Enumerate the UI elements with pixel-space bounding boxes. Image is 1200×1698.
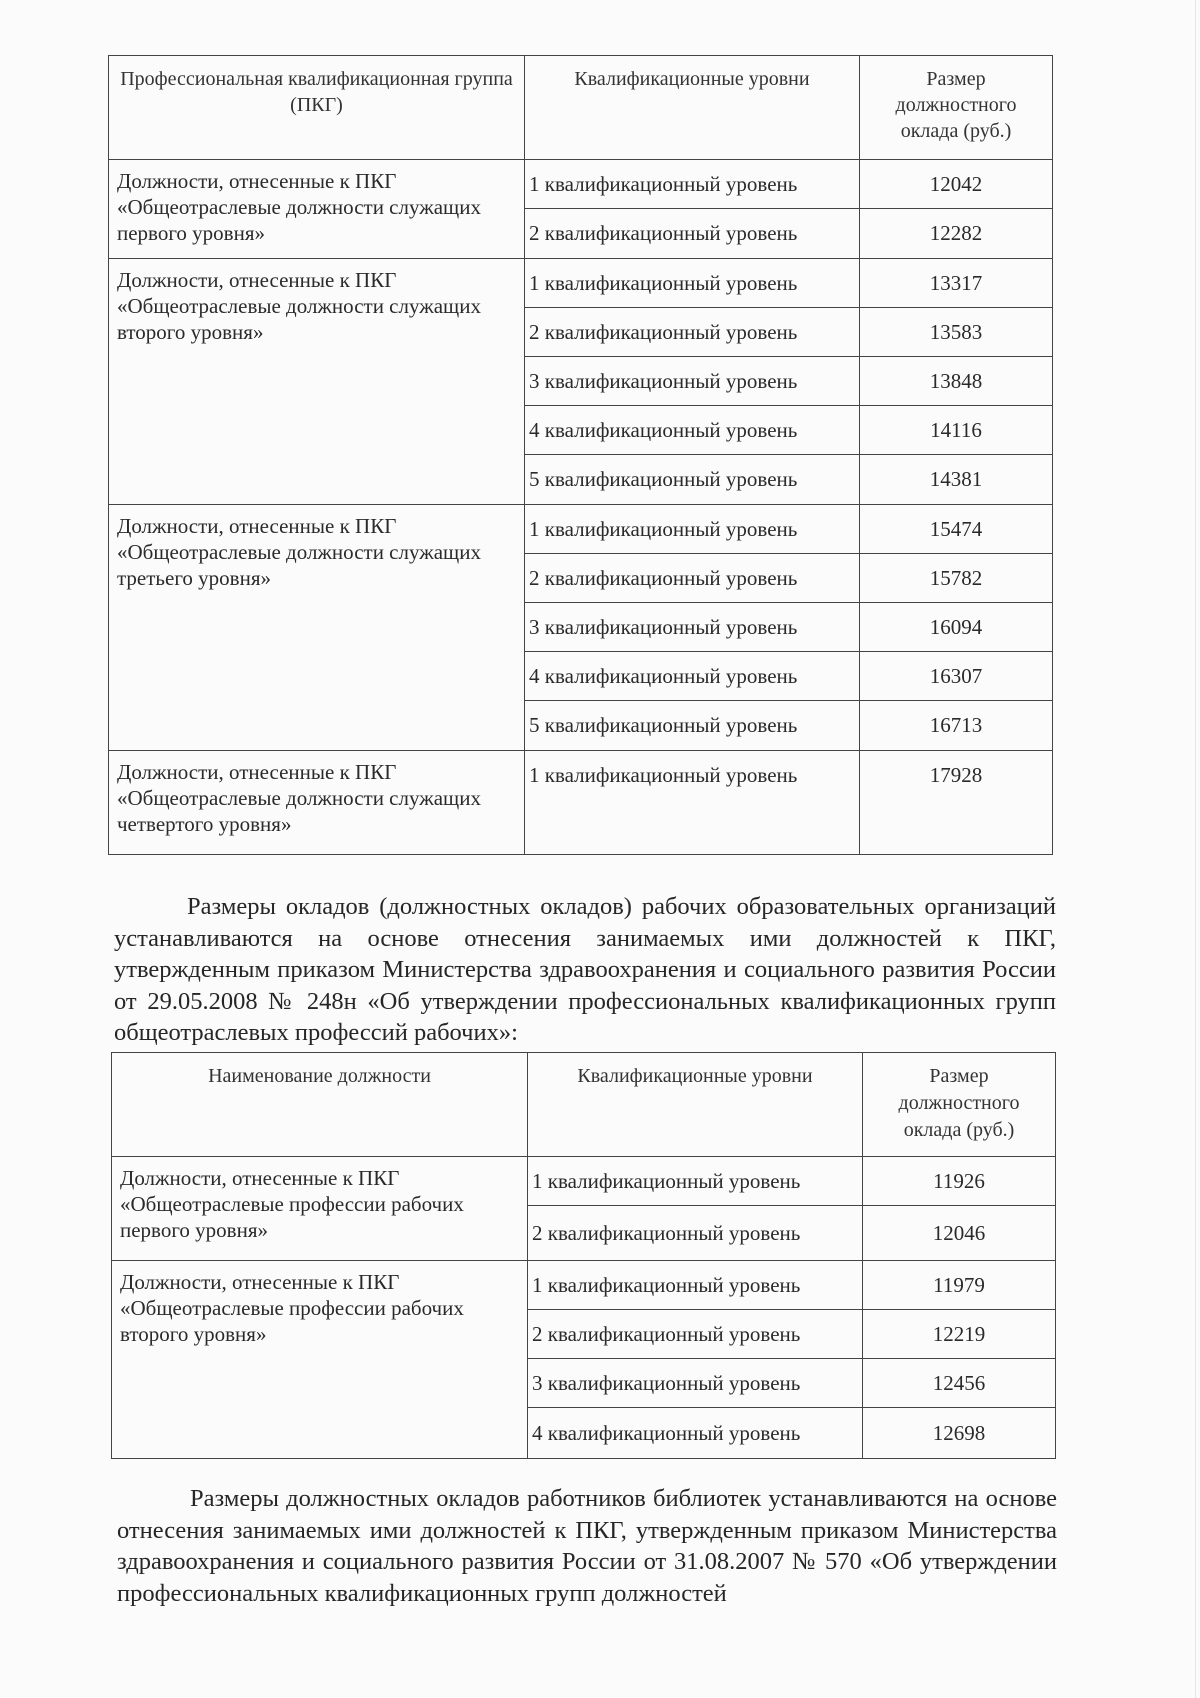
page-edge [1195, 0, 1196, 1698]
salary-cell: 12282 [860, 209, 1053, 259]
group-name: Должности, отнесенные к ПКГ «Общеотраслевые должности служащих второго уровня» [109, 259, 525, 505]
level-cell: 1 квалификационный уровень [528, 1157, 863, 1206]
table-row [109, 505, 1053, 554]
header-position: Наименование должности [112, 1053, 528, 1157]
level-cell: 2 квалификационный уровень [525, 308, 860, 357]
level-cell: 4 квалификационный уровень [525, 652, 860, 701]
salary-cell: 16307 [860, 652, 1053, 701]
paragraph-workers [114, 891, 1056, 1049]
level-cell: 1 квалификационный уровень [525, 160, 860, 209]
salary-cell: 11979 [863, 1261, 1056, 1310]
group-name: Должности, отнесенные к ПКГ «Общеотраслевые должности служащих первого уровня» [109, 160, 525, 259]
group-name: Должности, отнесенные к ПКГ «Общеотраслевые профессии рабочих второго уровня» [112, 1261, 528, 1459]
salary-cell: 13583 [860, 308, 1053, 357]
salary-cell: 15782 [860, 554, 1053, 603]
table-row [112, 1261, 1056, 1310]
salary-cell: 12456 [863, 1359, 1056, 1408]
salary-cell: 16094 [860, 603, 1053, 652]
table-header-row [112, 1053, 1056, 1157]
level-cell: 2 квалификационный уровень [525, 554, 860, 603]
level-cell: 1 квалификационный уровень [525, 505, 860, 554]
paragraph-libraries [117, 1483, 1057, 1609]
level-cell: 1 квалификационный уровень [525, 751, 860, 855]
salary-cell: 12046 [863, 1206, 1056, 1261]
salary-table-workers [111, 1052, 1056, 1459]
salary-cell: 11926 [863, 1157, 1056, 1206]
header-salary: Размер должностного оклада (руб.) [863, 1053, 1056, 1157]
group-name: Должности, отнесенные к ПКГ «Общеотраслевые должности служащих третьего уровня» [109, 505, 525, 751]
table-row [109, 259, 1053, 308]
level-cell: 4 квалификационный уровень [528, 1408, 863, 1459]
salary-cell: 15474 [860, 505, 1053, 554]
table-row [109, 160, 1053, 209]
table-row [109, 751, 1053, 855]
group-name: Должности, отнесенные к ПКГ «Общеотраслевые профессии рабочих первого уровня» [112, 1157, 528, 1261]
level-cell: 5 квалификационный уровень [525, 455, 860, 505]
table-header-row [109, 56, 1053, 160]
salary-cell: 16713 [860, 701, 1053, 751]
salary-cell: 13317 [860, 259, 1053, 308]
level-cell: 5 квалификационный уровень [525, 701, 860, 751]
paragraph-libraries-text: Размеры должностных окладов работников библиотек устанавливаются на основе отнесения занимаемых ими должностей к ПКГ, утвержденным приказом Министерства здравоохранения и социального развития России от 31.08.2007 № 570 «Об утверждении профессиональных квалификационных групп должностей [117, 1485, 1057, 1607]
salary-cell: 14381 [860, 455, 1053, 505]
salary-cell: 17928 [860, 751, 1053, 855]
header-salary: Размер должностного оклада (руб.) [860, 56, 1053, 160]
salary-cell: 12219 [863, 1310, 1056, 1359]
level-cell: 3 квалификационный уровень [525, 357, 860, 406]
level-cell: 4 квалификационный уровень [525, 406, 860, 455]
header-group: Профессиональная квалификационная группа (ПКГ) [109, 56, 525, 160]
header-levels: Квалификационные уровни [525, 56, 860, 160]
level-cell: 1 квалификационный уровень [528, 1261, 863, 1310]
group-name: Должности, отнесенные к ПКГ «Общеотраслевые должности служащих четвертого уровня» [109, 751, 525, 855]
level-cell: 3 квалификационный уровень [528, 1359, 863, 1408]
level-cell: 2 квалификационный уровень [528, 1310, 863, 1359]
paragraph-workers-text: Размеры окладов (должностных окладов) рабочих образовательных организаций устанавливаются на основе отнесения занимаемых ими должностей к ПКГ, утвержденным приказом Министерства здравоохранения и социального развития России от 29.05.2008 № 248н «Об утверждении профессиональных квалификационных групп общеотраслевых профессий рабочих»: [114, 893, 1056, 1046]
level-cell: 2 квалификационный уровень [525, 209, 860, 259]
salary-table-employees [108, 55, 1053, 855]
level-cell: 3 квалификационный уровень [525, 603, 860, 652]
salary-cell: 12698 [863, 1408, 1056, 1459]
header-levels: Квалификационные уровни [528, 1053, 863, 1157]
salary-cell: 12042 [860, 160, 1053, 209]
level-cell: 1 квалификационный уровень [525, 259, 860, 308]
table-row [112, 1157, 1056, 1206]
salary-cell: 14116 [860, 406, 1053, 455]
level-cell: 2 квалификационный уровень [528, 1206, 863, 1261]
salary-cell: 13848 [860, 357, 1053, 406]
